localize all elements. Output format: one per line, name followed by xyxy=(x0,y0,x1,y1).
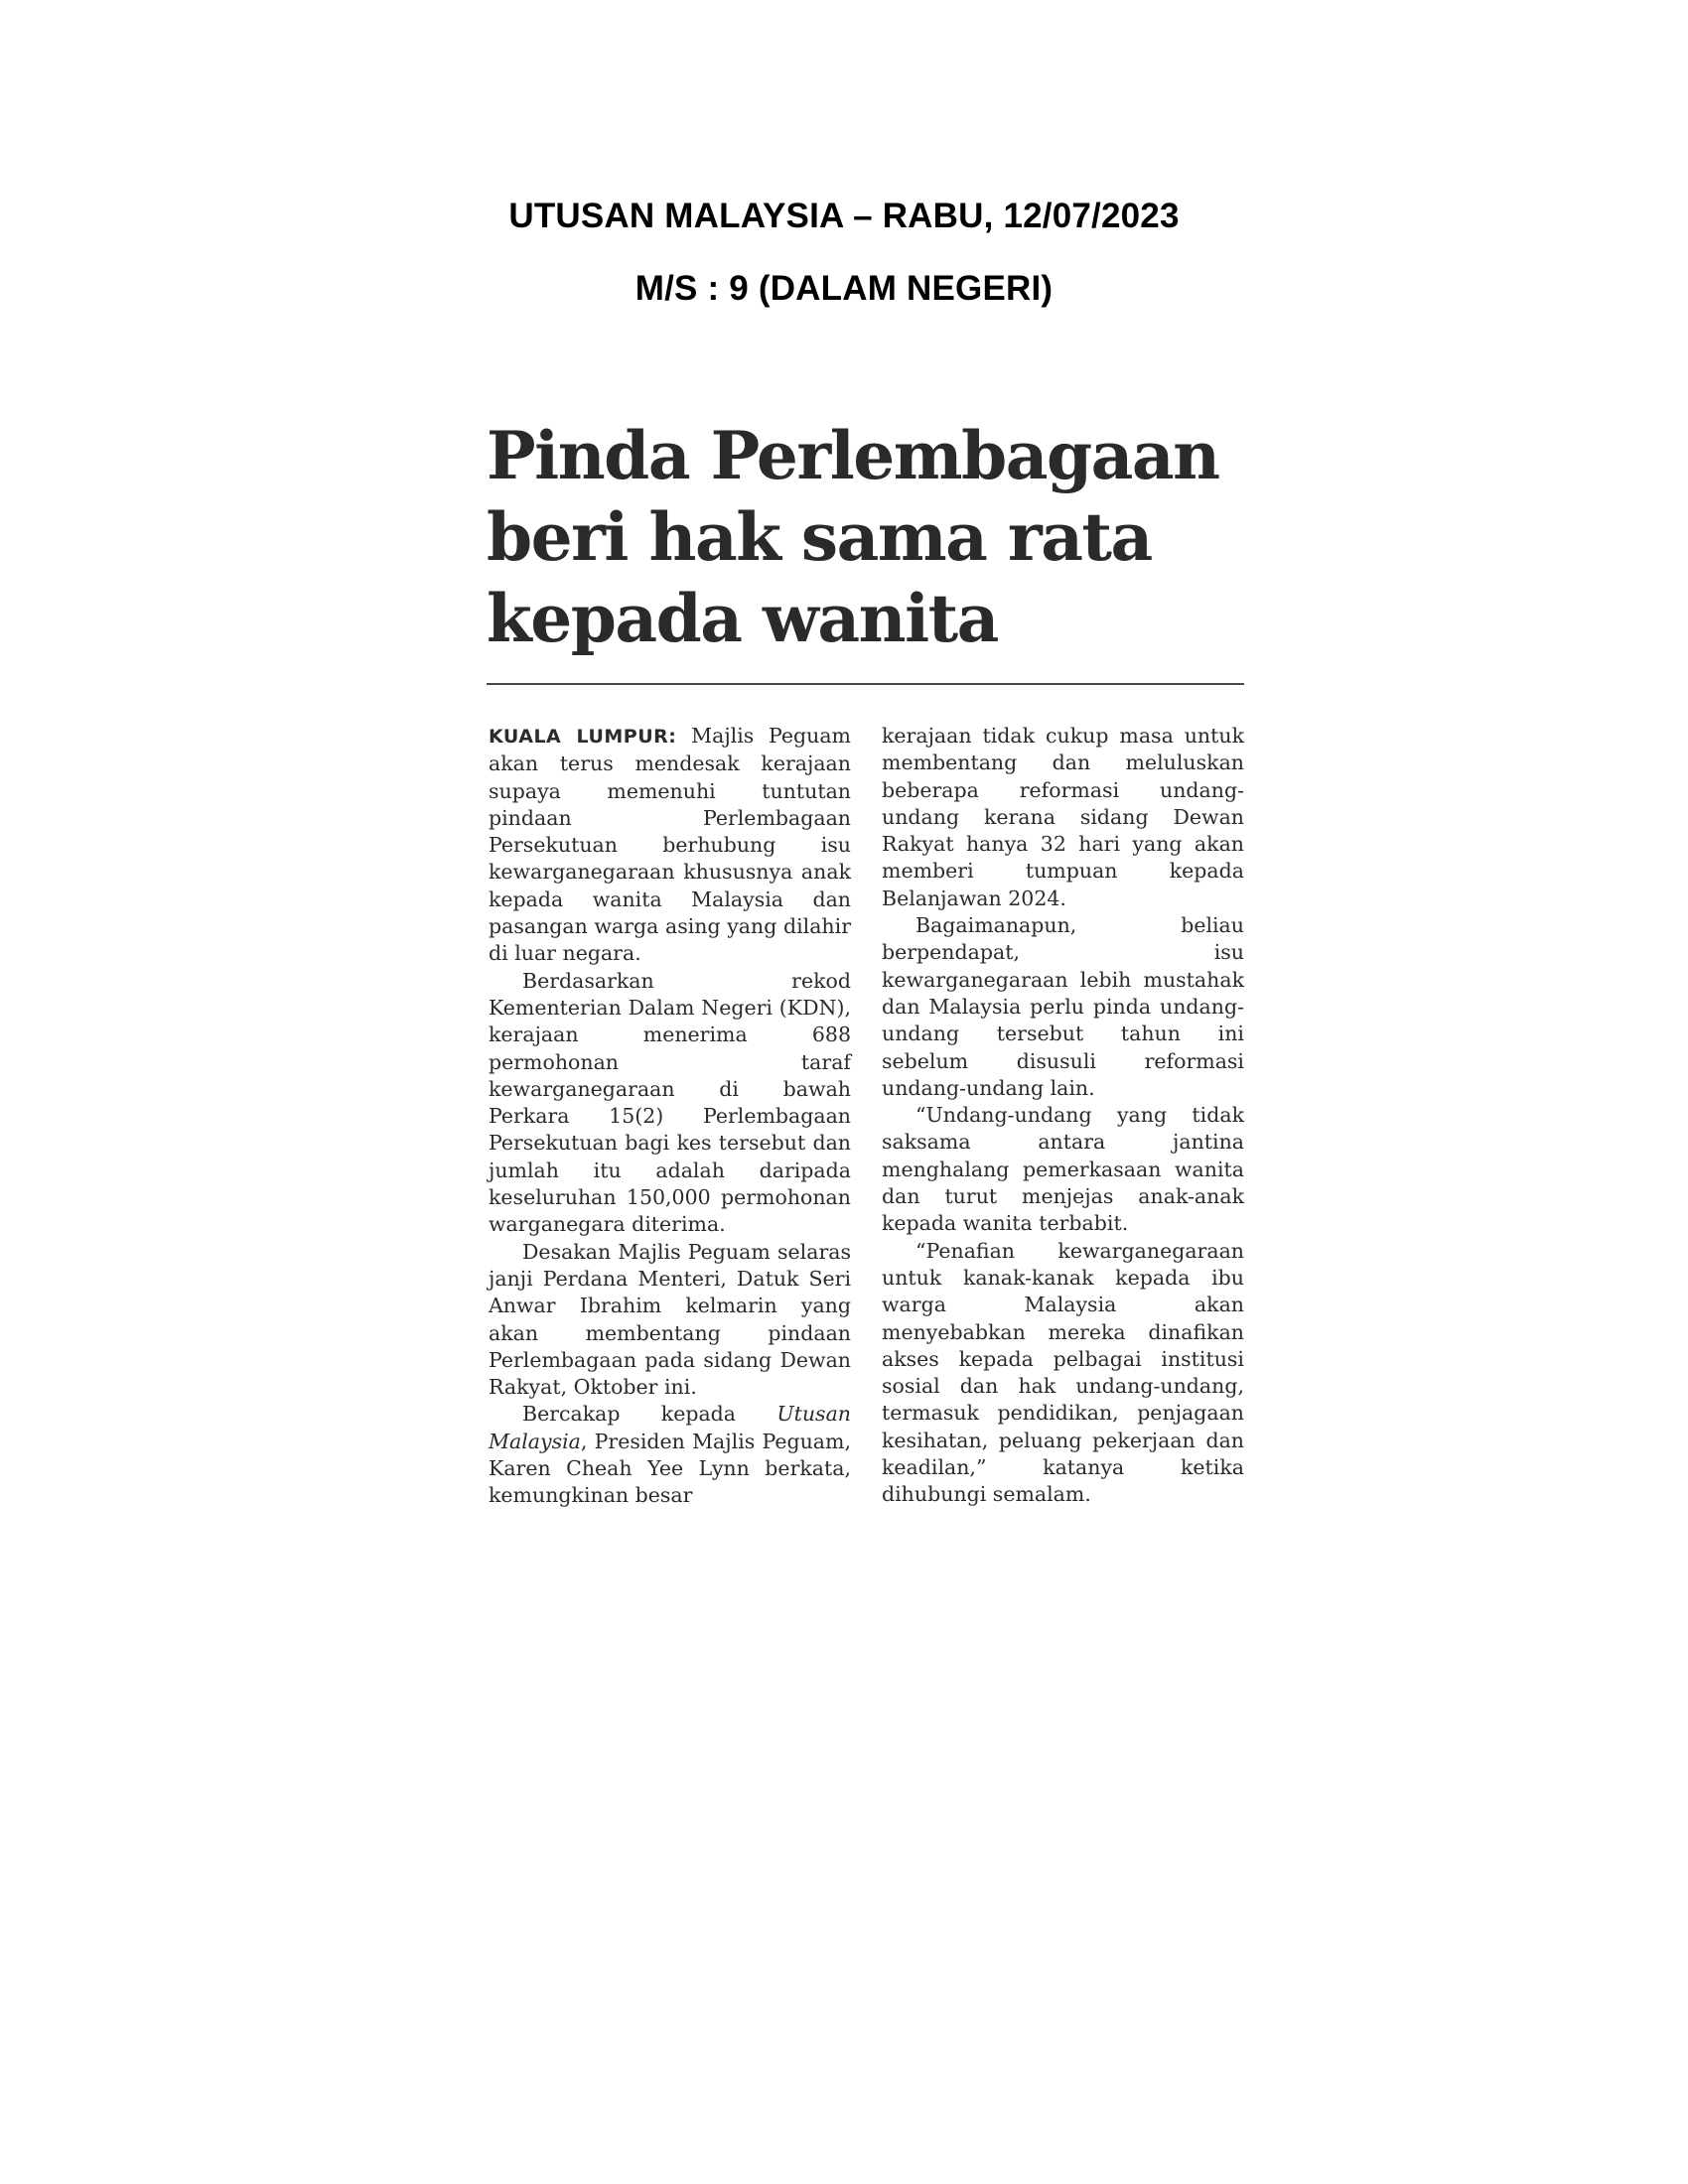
article-column-left xyxy=(489,723,851,1510)
article-paragraph: kerajaan tidak cukup masa untuk membentang dan meluluskan beberapa reformasi undang-undang kerana sidang Dewan Rakyat hanya 32 hari yang akan memberi tumpuan kepada Belanjawan 2024. xyxy=(882,724,1244,910)
article-paragraph: Berdasarkan rekod Kementerian Dalam Negeri (KDN), kerajaan menerima 688 permohonan taraf kewarganegaraan di bawah Perkara 15(2) Perlembagaan Persekutuan bagi kes tersebut dan jumlah itu adalah daripada keseluruhan 150,000 permohonan warganegara diterima. xyxy=(489,968,851,1237)
article-paragraph xyxy=(489,723,851,968)
headline-line: Pinda Perlembagaan xyxy=(487,417,1219,494)
clipping-source-header: UTUSAN MALAYSIA – RABU, 12/07/2023 xyxy=(508,197,1180,235)
article-paragraph: “Undang-undang yang tidak saksama antara jantina menghalang pemerkasaan wanita dan turut menjejas anak-anak kepada wanita terbabit. xyxy=(882,1103,1244,1236)
article-headline xyxy=(487,415,1261,659)
dateline: KUALA LUMPUR: xyxy=(489,726,677,748)
article-paragraph xyxy=(489,1401,851,1509)
clipping-page-section: M/S : 9 (DALAM NEGERI) xyxy=(634,269,1054,308)
article-paragraph: Desakan Majlis Peguam selaras janji Perdana Menteri, Datuk Seri Anwar Ibrahim kelmarin yang akan membentang pindaan Perlembagaan pada sidang Dewan Rakyat, Oktober ini. xyxy=(489,1239,851,1400)
article-paragraph: Bagaimanapun, beliau berpendapat, isu kewarganegaraan lebih mustahak dan Malaysia perlu pinda undang-undang tersebut tahun ini sebelum disusuli reformasi undang-undang lain. xyxy=(882,913,1244,1100)
paragraph-text: , Presiden Majlis Peguam, Karen Cheah Yee Lynn berkata, kemungkinan besar xyxy=(489,1429,851,1508)
headline-line: kepada wanita xyxy=(487,580,998,657)
paragraph-text: Majlis Peguam akan terus mendesak kerajaan supaya memenuhi tuntutan pindaan Perlembagaan Persekutuan berhubung isu kewarganegaraan khususnya anak kepada wanita Malaysia dan pasangan warga asing yang dilahir di luar negara. xyxy=(489,724,851,966)
article-paragraph: “Penafian kewarganegaraan untuk kanak-kanak kepada ibu warga Malaysia akan menyebabkan mereka dinafikan akses kepada pelbagai institusi sosial dan hak undang-undang, termasuk pendidikan, penjagaan kesihatan, peluang pekerjaan dan keadilan,” katanya ketika dihubungi semalam. xyxy=(882,1238,1244,1507)
headline-line: beri hak sama rata xyxy=(487,498,1152,576)
paragraph-text: Bercakap kepada xyxy=(522,1402,777,1427)
article-column-right xyxy=(882,723,1244,1509)
newspaper-name: Utusan Malaysia xyxy=(489,1402,851,1453)
headline-divider xyxy=(487,683,1244,685)
